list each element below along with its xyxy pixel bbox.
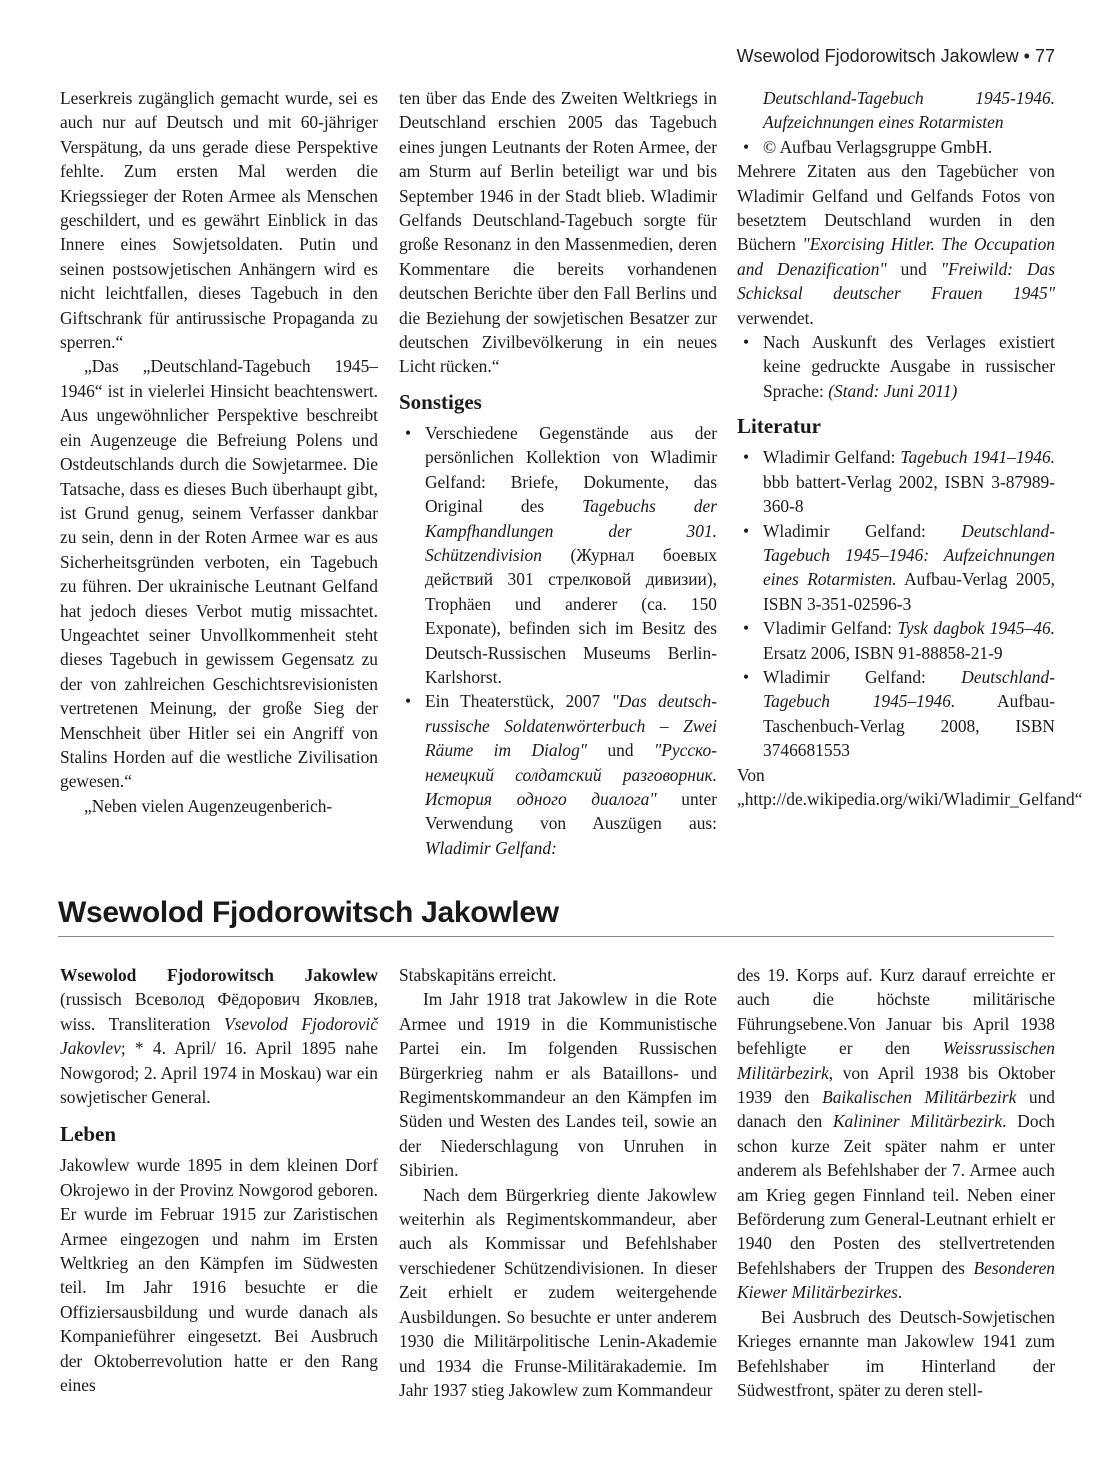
list-item: • Ein Theaterstück, 2007 "Das deutsch-russische Soldatenwörterbuch – Zwei Räume im Dialog" und "Русско-немецкий солдатский разговорник. История одного диалога" unter Verwendung von Auszügen aus: Wladimir Gelfand: (399, 689, 717, 860)
sonstiges-list-cont (737, 135, 1055, 159)
paragraph: „Neben vielen Augenzeugenberich- (84, 795, 333, 816)
heading-leben: Leben (60, 1122, 117, 1147)
section-title: Wsewolod Fjodorowitsch Jakowlew (58, 896, 1054, 937)
running-head: Wsewolod Fjodorowitsch Jakowlew • 77 (736, 46, 1055, 66)
paragraph: Stabskapitäns erreicht. (399, 965, 557, 985)
list-item-continuation: Deutschland-Tagebuch 1945-1946. Aufzeichnungen eines Rotarmisten (763, 88, 1055, 133)
sonstiges-list-cont-2 (737, 330, 1055, 403)
heading-sonstiges: Sonstiges (399, 389, 482, 414)
paragraph: Im Jahr 1918 trat Jakowlew in die Rote Armee und 1919 in die Kommunistische Partei ein. Im folgenden Russischen Bürgerkrieg nahm er als Bataillons- und Regimentskommandeur an den Kämpfen im Süden und Westen des Landes teil, sowie an der Niederschlagung von Unruhen in Sibirien. (399, 989, 717, 1181)
list-item: • Verschiedene Gegenstände aus der persönlichen Kollektion von Wladimir Gelfand: Briefe, Dokumente, das Original des Tagebuchs der Kampfhandlungen der 301. Schützendivision (Журнал боевых действий 301 стрелковой дивизии), Trophäen und anderer (ca. 150 Exponate), befinden sich im Besitz des Deutsch-Russischen Museums Berlin-Karlshorst. (399, 421, 717, 689)
paragraph: des 19. Korps auf. Kurz darauf erreichte er auch die höchste militärische Führungsebene.Von Januar bis April 1938 befehligte er den Weissrussischen Militärbezirk, von April 1938 bis Oktober 1939 den Baikalischen Militärbezirk und danach den Kalininer Militärbezirk. Doch schon kurze Zeit später nahm er unter anderem als Befehlshaber der 7. Armee auch am Krieg gegen Finnland teil. Neben einer Beförderung zum General-Leutnant erhielt er 1940 den Posten des stellvertretenden Befehlshabers der Truppen des Besonderen Kiewer Militärbezirkes. (737, 965, 1055, 1303)
source-line: Von „http://de.wikipedia.org/wiki/Wladimir_Gelfand“ (737, 764, 1083, 809)
bottom-column-1 (60, 963, 378, 1398)
sonstiges-list (399, 421, 717, 860)
top-column-2 (399, 86, 717, 860)
paragraph: Bei Ausbruch des Deutsch-Sowjetischen Krieges ernannte man Jakowlew 1941 zum Befehlshaber im Hinterland der Südwestfront, später zu deren stell- (737, 1306, 1055, 1400)
list-item: • Wladimir Gelfand: Deutschland-Tagebuch 1945–1946. Aufbau-Taschenbuch-Verlag 2008, ISBN 3746681553 (737, 665, 1055, 763)
bottom-column-3 (737, 963, 1055, 1402)
paragraph: „Das „Deutschland-Tagebuch 1945–1946“ ist in vielerlei Hinsicht beachtenswert. Aus ungewöhnlicher Perspektive beschreibt ein Augenzeuge die Befreiung Polens und Ostdeutschlands durch die Sowjetarmee. Die Tatsache, dass es dieses Buch überhaupt gibt, ist Grund genug, seinem Verfasser dankbar zu sein, denn in der Roten Armee war es aus Sicherheitsgründen verboten, ein Tagebuch zu führen. Der ukrainische Leutnant Gelfand hat jedoch dieses Verbot mutig missachtet. Ungeachtet seiner Unvollkommenheit steht dieses Tagebuch in gewissem Gegensatz zu der von zahlreichen Geschichtsrevisionisten vertretenen Meinung, der große Sieg der Menschheit über Hitler sei ein Angriff von Stalins Horden auf die westliche Zivilisation gewesen.“ (60, 356, 378, 792)
list-item: • © Aufbau Verlagsgruppe GmbH. (737, 135, 1055, 159)
heading-literatur: Literatur (737, 414, 821, 439)
top-column-3 (737, 86, 1083, 811)
paragraph: Jakowlew wurde 1895 in dem kleinen Dorf Okrojewo in der Provinz Nowgorod geboren. Er wurde im Februar 1915 zur Zaristischen Armee eingezogen und nahm im Ersten Weltkrieg an den Kämpfen im Südwesten teil. Im Jahr 1916 besuchte er die Offiziersausbildung und wurde danach als Kompanieführer eingesetzt. Bei Ausbruch der Oktoberrevolution hatte er den Rang eines (60, 1155, 378, 1396)
paragraph: ten über das Ende des Zweiten Weltkriegs in Deutschland erschien 2005 das Tagebuch eines jungen Leutnants der Roten Armee, der am Sturm auf Berlin beteiligt war und bis September 1946 in der Stadt blieb. Wladimir Gelfands Deutschland-Tagebuch sorgte für große Resonanz in den Massenmedien, deren Kommentare die bereits vorhandenen deutschen Berichte über den Fall Berlins und die Beziehung der sowjetischen Besatzer zur deutschen Zivilbevölkerung in ein neues Licht rücken.“ (399, 88, 717, 377)
intro-paragraph: Wsewolod Fjodorowitsch Jakowlew (russisch Всеволод Фёдорович Яковлев, wiss. Transliteration Vsevolod Fjodorovič Jakovlev; * 4. April/ 16. April 1895 nahe Nowgorod; 2. April 1974 in Moskau) war ein sowjetischer General. (60, 965, 378, 1108)
bottom-column-2 (399, 963, 717, 1402)
paragraph: Leserkreis zugänglich gemacht wurde, sei es auch nur auf Deutsch und mit 60-jähriger Verspätung, da uns gerade diese Perspektive fehlte. Zum ersten Mal werden die Kriegssieger der Roten Armee als Menschen geschildert, und es gewährt Einblick in das Innere eines Sowjetsoldaten. Putin und seinen postsowjetischen Anhängern wird es nicht leichtfallen, dieses Tagebuch in den Giftschrank für antirussische Propaganda zu sperren.“ (60, 88, 378, 353)
paragraph: Mehrere Zitaten aus den Tagebücher von Wladimir Gelfand und Gelfands Fotos von besetztem Deutschland wurden in den Büchern "Exorcising Hitler. The Occupation and Denazification" und "Freiwild: Das Schicksal deutscher Frauen 1945" verwendet. (737, 161, 1056, 328)
list-item: • Nach Auskunft des Verlages existiert keine gedruckte Ausgabe in russischer Sprache: (Stand: Juni 2011) (737, 330, 1055, 403)
list-item: • Vladimir Gelfand: Tysk dagbok 1945–46. Ersatz 2006, ISBN 91-88858-21-9 (737, 616, 1055, 665)
paragraph: Nach dem Bürgerkrieg diente Jakowlew weiterhin als Regimentskommandeur, aber auch als Kommissar und Befehlshaber verschiedener Schützendivisionen. In dieser Zeit erhielt er zudem weitergehende Ausbildungen. So besuchte er unter anderem 1930 die Militärpolitische Lenin-Akademie und 1934 die Frunse-Militärakademie. Im Jahr 1937 stieg Jakowlew zum Kommandeur (399, 1184, 717, 1400)
list-item: • Wladimir Gelfand: Deutschland-Tagebuch 1945–1946: Aufzeichnungen eines Rotarmisten. Aufbau-Verlag 2005, ISBN 3-351-02596-3 (737, 519, 1055, 617)
list-item: • Wladimir Gelfand: Tagebuch 1941–1946. bbb battert-Verlag 2002, ISBN 3-87989-360-8 (737, 445, 1055, 518)
literatur-list (737, 445, 1055, 762)
top-column-1 (60, 86, 378, 818)
